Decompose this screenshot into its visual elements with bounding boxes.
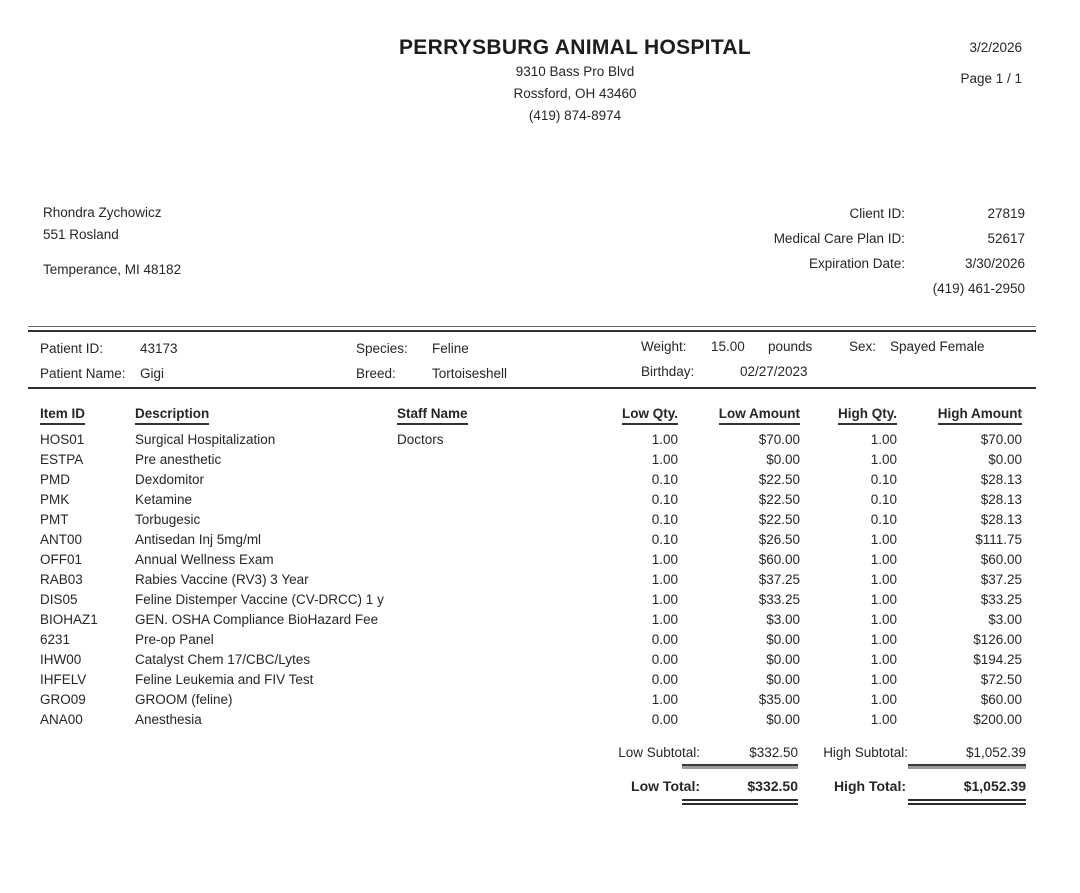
- item-description: Pre-op Panel: [135, 632, 214, 647]
- low-subtotal-label: Low Subtotal:: [618, 745, 700, 760]
- high-amount: $111.75: [975, 532, 1022, 547]
- high-amount: $72.50: [980, 672, 1022, 687]
- low-amount: $0.00: [766, 712, 800, 727]
- high-amount: $126.00: [973, 632, 1022, 647]
- item-description: Feline Leukemia and FIV Test: [135, 672, 314, 687]
- low-subtotal-value: $332.50: [682, 745, 798, 766]
- high-qty: 1.00: [870, 532, 897, 547]
- item-description: Pre anesthetic: [135, 452, 222, 467]
- breed-label: Breed:: [356, 366, 396, 381]
- page-number: Page 1 / 1: [960, 71, 1022, 86]
- clinic-address-line2: Rossford, OH 43460: [513, 86, 637, 101]
- item-id: 6231: [40, 632, 71, 647]
- item-id: ANA00: [40, 712, 83, 727]
- high-qty: 1.00: [870, 632, 897, 647]
- item-id: DIS05: [40, 592, 78, 607]
- high-amount: $3.00: [988, 612, 1022, 627]
- low-amount: $0.00: [766, 672, 800, 687]
- weight-value: 15.00: [711, 339, 745, 354]
- high-qty: 0.10: [870, 492, 897, 507]
- high-qty: 1.00: [870, 452, 897, 467]
- client-street: 551 Rosland: [43, 227, 119, 242]
- item-id: IHFELV: [40, 672, 87, 687]
- low-qty: 0.10: [651, 472, 678, 487]
- column-header-low-qty: Low Qty.: [595, 406, 678, 425]
- high-amount: $60.00: [980, 692, 1022, 707]
- expiration-date-label: Expiration Date:: [808, 256, 905, 271]
- item-id: PMK: [40, 492, 70, 507]
- patient-box-top-rule: [28, 330, 1036, 332]
- table-row: [0, 570, 1080, 590]
- high-subtotal-value: $1,052.39: [908, 745, 1026, 766]
- table-row: [0, 430, 1080, 450]
- low-total-label: Low Total:: [631, 778, 700, 794]
- table-row: [0, 530, 1080, 550]
- weight-label: Weight:: [641, 339, 687, 354]
- low-qty: 1.00: [651, 592, 678, 607]
- expiration-date-row: [695, 256, 1025, 281]
- line-items-table: [0, 430, 1080, 730]
- item-id: OFF01: [40, 552, 83, 567]
- column-header-item-id: Item ID: [40, 406, 85, 425]
- item-description: Antisedan Inj 5mg/ml: [135, 532, 262, 547]
- low-qty: 0.00: [651, 712, 678, 727]
- column-header-staff-name: Staff Name: [397, 406, 468, 425]
- item-id: BIOHAZ1: [40, 612, 98, 627]
- low-total-value: $332.50: [682, 778, 798, 805]
- low-qty: 0.10: [651, 492, 678, 507]
- high-qty: 1.00: [870, 552, 897, 567]
- low-amount: $22.50: [758, 512, 800, 527]
- low-amount: $0.00: [766, 632, 800, 647]
- birthday-value: 02/27/2023: [740, 364, 808, 379]
- low-qty: 0.00: [651, 652, 678, 667]
- table-row: [0, 470, 1080, 490]
- high-qty: 0.10: [870, 472, 897, 487]
- client-id-label: Client ID:: [849, 206, 905, 221]
- high-amount: $28.13: [980, 512, 1022, 527]
- high-amount: $28.13: [980, 492, 1022, 507]
- low-qty: 0.00: [651, 632, 678, 647]
- clinic-phone: (419) 874-8974: [528, 108, 622, 123]
- high-total-value: $1,052.39: [908, 778, 1026, 805]
- item-description: Dexdomitor: [135, 472, 205, 487]
- high-qty: 1.00: [870, 572, 897, 587]
- high-amount: $70.00: [980, 432, 1022, 447]
- clinic-address-line1: 9310 Bass Pro Blvd: [515, 64, 635, 79]
- item-description: Catalyst Chem 17/CBC/Lytes: [135, 652, 311, 667]
- document-date: 3/2/2026: [969, 40, 1022, 55]
- clinic-header: [330, 36, 820, 126]
- item-description: Annual Wellness Exam: [135, 552, 274, 567]
- sex-label: Sex:: [849, 339, 877, 354]
- low-amount: $22.50: [758, 472, 800, 487]
- low-amount: $70.00: [758, 432, 800, 447]
- care-plan-id-value: 52617: [987, 231, 1025, 246]
- table-row: [0, 630, 1080, 650]
- item-description: Feline Distemper Vaccine (CV-DRCC) 1 y: [135, 592, 384, 607]
- low-amount: $60.00: [758, 552, 800, 567]
- patient-box-bottom-rule: [28, 387, 1036, 389]
- table-row: [0, 510, 1080, 530]
- low-amount: $26.50: [758, 532, 800, 547]
- high-amount: $60.00: [980, 552, 1022, 567]
- client-address-block: [43, 202, 181, 281]
- high-amount: $200.00: [973, 712, 1022, 727]
- low-qty: 1.00: [651, 552, 678, 567]
- patient-id-label: Patient ID:: [40, 341, 104, 356]
- staff-name: Doctors: [397, 432, 444, 447]
- high-qty: 1.00: [870, 692, 897, 707]
- item-id: HOS01: [40, 432, 85, 447]
- table-row: [0, 490, 1080, 510]
- table-row: [0, 650, 1080, 670]
- high-amount: $37.25: [980, 572, 1022, 587]
- column-header-low-amount: Low Amount: [690, 406, 800, 425]
- table-row: [0, 670, 1080, 690]
- high-amount: $28.13: [980, 472, 1022, 487]
- table-row: [0, 450, 1080, 470]
- item-id: ANT00: [40, 532, 83, 547]
- item-description: GEN. OSHA Compliance BioHazard Fee: [135, 612, 379, 627]
- high-qty: 1.00: [870, 592, 897, 607]
- table-row: [0, 550, 1080, 570]
- client-name: Rhondra Zychowicz: [43, 205, 162, 220]
- high-total-label: High Total:: [833, 778, 906, 794]
- client-id-row: [695, 206, 1025, 231]
- table-row: [0, 590, 1080, 610]
- item-description: GROOM (feline): [135, 692, 233, 707]
- care-plan-id-row: [695, 231, 1025, 256]
- low-qty: 1.00: [651, 692, 678, 707]
- birthday-label: Birthday:: [641, 364, 695, 379]
- table-row: [0, 610, 1080, 630]
- low-amount: $0.00: [766, 652, 800, 667]
- table-row: [0, 690, 1080, 710]
- item-id: PMD: [40, 472, 70, 487]
- patient-name-label: Patient Name:: [40, 366, 126, 381]
- item-description: Ketamine: [135, 492, 193, 507]
- high-qty: 0.10: [870, 512, 897, 527]
- high-subtotal-label: High Subtotal:: [823, 745, 908, 760]
- item-id: RAB03: [40, 572, 83, 587]
- patient-name-value: Gigi: [140, 366, 165, 381]
- low-amount: $35.00: [758, 692, 800, 707]
- item-description: Torbugesic: [135, 512, 201, 527]
- low-qty: 0.10: [651, 512, 678, 527]
- client-city-state-zip: Temperance, MI 48182: [43, 262, 182, 277]
- item-id: GRO09: [40, 692, 86, 707]
- client-id-value: 27819: [987, 206, 1025, 221]
- client-phone: (419) 461-2950: [932, 281, 1025, 296]
- patient-box-top-rule-thin: [28, 326, 1036, 327]
- item-id: IHW00: [40, 652, 82, 667]
- low-amount: $3.00: [766, 612, 800, 627]
- high-qty: 1.00: [870, 432, 897, 447]
- low-qty: 1.00: [651, 572, 678, 587]
- low-amount: $0.00: [766, 452, 800, 467]
- care-plan-id-label: Medical Care Plan ID:: [773, 231, 905, 246]
- item-id: PMT: [40, 512, 69, 527]
- high-qty: 1.00: [870, 612, 897, 627]
- item-description: Anesthesia: [135, 712, 202, 727]
- low-qty: 1.00: [651, 452, 678, 467]
- item-id: ESTPA: [40, 452, 84, 467]
- low-amount: $33.25: [758, 592, 800, 607]
- low-amount: $22.50: [758, 492, 800, 507]
- low-qty: 1.00: [651, 612, 678, 627]
- table-row: [0, 710, 1080, 730]
- high-qty: 1.00: [870, 672, 897, 687]
- high-amount: $194.25: [973, 652, 1022, 667]
- item-description: Rabies Vaccine (RV3) 3 Year: [135, 572, 309, 587]
- expiration-date-value: 3/30/2026: [964, 256, 1025, 271]
- low-amount: $37.25: [758, 572, 800, 587]
- sex-value: Spayed Female: [890, 339, 985, 354]
- high-qty: 1.00: [870, 712, 897, 727]
- item-description: Surgical Hospitalization: [135, 432, 276, 447]
- low-qty: 0.00: [651, 672, 678, 687]
- high-amount: $33.25: [980, 592, 1022, 607]
- client-ids-block: [695, 206, 1025, 306]
- low-qty: 1.00: [651, 432, 678, 447]
- species-value: Feline: [432, 341, 469, 356]
- high-amount: $0.00: [988, 452, 1022, 467]
- clinic-name: PERRYSBURG ANIMAL HOSPITAL: [399, 36, 751, 59]
- breed-value: Tortoiseshell: [432, 366, 508, 381]
- weight-unit: pounds: [768, 339, 813, 354]
- patient-id-value: 43173: [140, 341, 178, 356]
- column-header-description: Description: [135, 406, 209, 425]
- low-qty: 0.10: [651, 532, 678, 547]
- column-header-high-qty: High Qty.: [817, 406, 897, 425]
- column-header-high-amount: High Amount: [912, 406, 1022, 425]
- species-label: Species:: [356, 341, 408, 356]
- page-meta: [960, 40, 1022, 86]
- high-qty: 1.00: [870, 652, 897, 667]
